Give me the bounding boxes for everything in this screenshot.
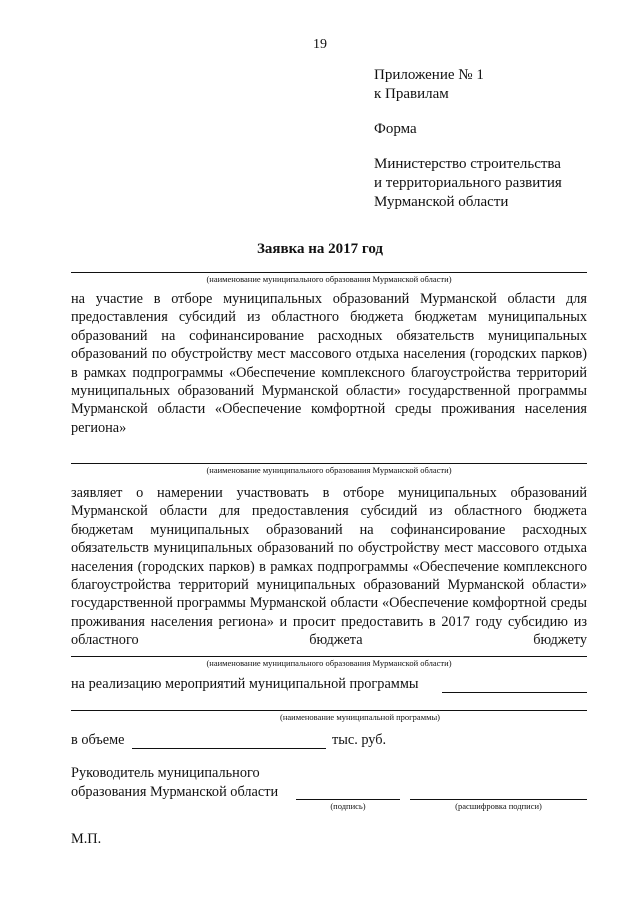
recipient-line-1: Министерство строительства	[374, 156, 561, 172]
application-paragraph-1: на участие в отборе муниципальных образований Мурманской области для предоставления субсидий из областного бюджета бюджетам муниципальных образований на софинансирование расходных обязательств муниципальных образований по обустройству мест массового отдыха населения (городских парков) в рамках подпрограммы «Обеспечение комплексного благоустройства территорий муниципальных образований Мурманской области» государственной программы Мурманской области «Обеспечение комфортной среды проживания населения региона»	[71, 291, 587, 436]
head-title-line-2: образования Мурманской области	[71, 784, 279, 800]
signature-field[interactable]	[296, 799, 400, 800]
program-line-label: на реализацию мероприятий муниципальной программы	[71, 676, 419, 692]
program-caption: (наименование муниципальной программы)	[280, 712, 440, 722]
municipality-field-3[interactable]	[71, 656, 587, 657]
signature-caption: (подпись)	[330, 801, 366, 811]
stamp-place: М.П.	[71, 831, 102, 847]
municipality-field-2[interactable]	[71, 463, 587, 464]
recipient-line-3: Мурманской области	[374, 194, 509, 210]
program-field[interactable]	[71, 710, 587, 711]
municipality-caption-3: (наименование муниципального образования Мурманской области)	[206, 658, 452, 668]
document-title: Заявка на 2017 год	[256, 241, 384, 257]
head-title-line-1: Руководитель муниципального	[71, 765, 260, 781]
municipality-field-1[interactable]	[71, 272, 587, 273]
municipality-caption-2: (наименование муниципального образования Мурманской области)	[206, 465, 452, 475]
volume-field[interactable]	[132, 748, 326, 749]
signature-decoding-field[interactable]	[410, 799, 587, 800]
program-field-inline[interactable]	[442, 692, 587, 693]
appendix-to-rules: к Правилам	[374, 86, 449, 102]
page-number: 19	[313, 37, 327, 52]
volume-unit: тыс. руб.	[332, 732, 387, 748]
appendix-number: Приложение № 1	[374, 67, 484, 83]
municipality-caption-1: (наименование муниципального образования Мурманской области)	[206, 274, 452, 284]
recipient-line-2: и территориального развития	[374, 175, 562, 191]
application-paragraph-2: заявляет о намерении участвовать в отборе муниципальных образований Мурманской области для предоставления субсидий из областного бюджета бюджетам муниципальных образований на софинансирование расходных обязательств муниципальных образований по обустройству мест массового отдыха населения (городских парков) в рамках подпрограммы «Обеспечение комплексного благоустройства территорий муниципальных образований Мурманской области» государственной программы Мурманской области «Обеспечение комфортной среды проживания населения региона» и просит предоставить в 2017 году субсидию из областного бюджета бюджету	[71, 485, 587, 649]
signature-decoding-caption: (расшифровка подписи)	[455, 801, 542, 811]
volume-label: в объеме	[71, 732, 125, 748]
form-label: Форма	[374, 121, 417, 137]
